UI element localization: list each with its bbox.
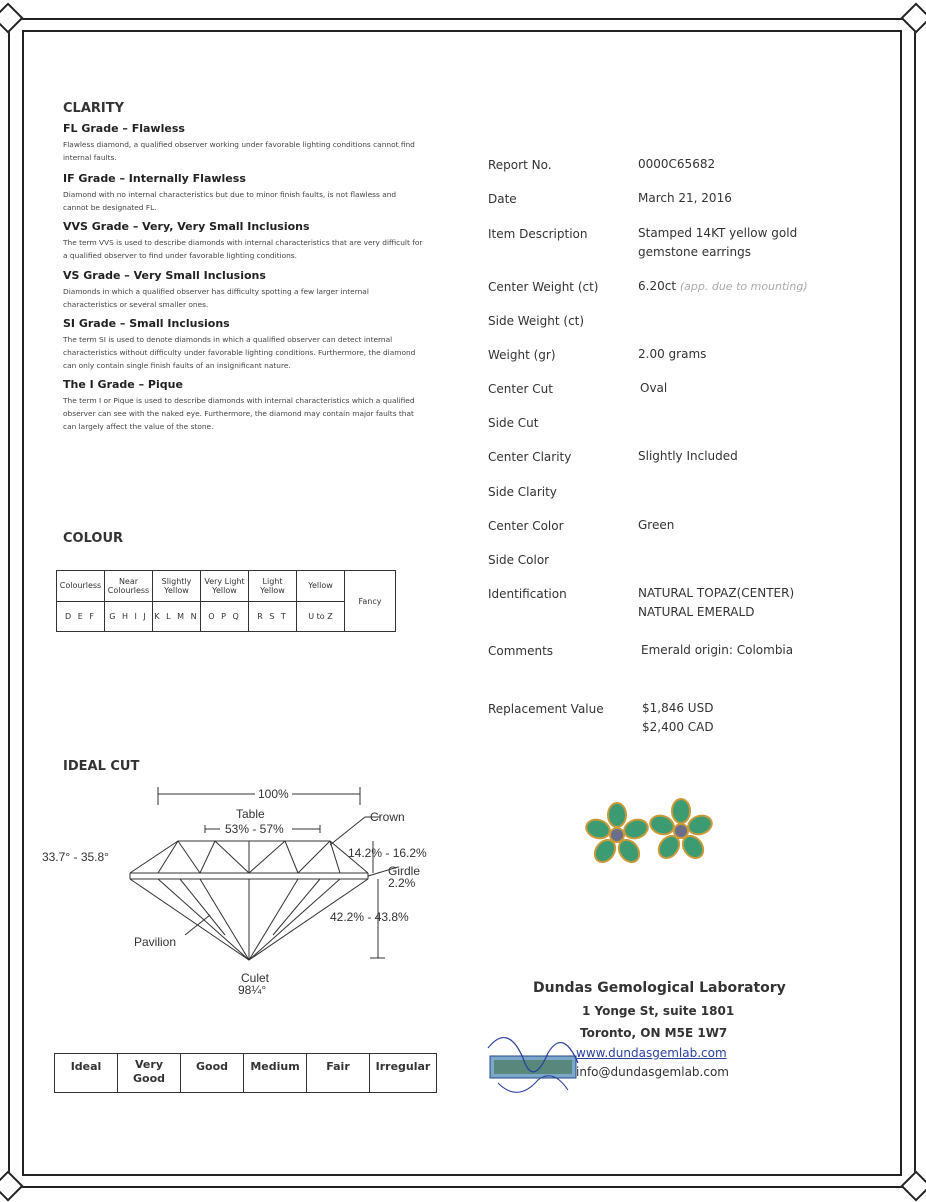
cut-grade: Very Good (118, 1054, 181, 1092)
field-label: Side Clarity (488, 485, 557, 499)
earring-left (584, 803, 650, 866)
colour-grade-letters: U to Z (297, 601, 345, 632)
colour-grade-letters: O P Q (201, 601, 249, 632)
colour-title: COLOUR (63, 531, 124, 546)
clarity-grade-i (63, 378, 433, 433)
table-range-label: 53% - 57% (225, 822, 284, 836)
diamond-cut-diagram (30, 775, 450, 995)
lab-email: info@dundasgemlab.com (576, 1065, 729, 1079)
lab-address-line: 1 Yonge St, suite 1801 (582, 1004, 735, 1018)
grade-heading: FL Grade – Flawless (63, 122, 185, 135)
field-label: Side Weight (ct) (488, 314, 585, 328)
replacement-value (642, 699, 842, 737)
clarity-grade-fl (63, 122, 433, 172)
lab-name: Dundas Gemological Laboratory (533, 980, 786, 996)
crown-angle-label: 33.7° - 35.8° (42, 850, 109, 864)
field-label: Comments (488, 644, 554, 658)
crown-height-label: 14.2% - 16.2% (348, 846, 427, 860)
cut-grade-scale (54, 1053, 437, 1093)
colour-grade-letters: K L M N (153, 601, 201, 632)
cut-grade: Ideal (55, 1054, 118, 1092)
replacement-cad: $2,400 CAD (642, 720, 714, 734)
grade-heading: The I Grade – Pique (63, 378, 183, 391)
earrings-photo (575, 795, 725, 875)
lab-address-line: Toronto, ON M5E 1W7 (580, 1026, 728, 1040)
center-weight-note: (app. due to mounting) (679, 280, 808, 293)
comments-value: Emerald origin: Colombia (641, 643, 794, 657)
field-label: Side Cut (488, 416, 539, 430)
grade-description: Diamond with no internal characteristics but due to minor finish faults, is not flawless and cannot be designated FL. (63, 190, 397, 212)
identification-line: NATURAL EMERALD (638, 605, 755, 619)
width-label: 100% (258, 787, 289, 801)
date-value: March 21, 2016 (638, 191, 732, 205)
field-label: Date (488, 192, 517, 206)
lab-website-link[interactable]: www.dundasgemlab.com (576, 1046, 727, 1060)
identification-value (638, 584, 838, 622)
cut-grade: Fair (307, 1054, 370, 1092)
colour-grade-letters: G H I J (105, 601, 153, 632)
cut-grade: Medium (244, 1054, 307, 1092)
colour-grade-name: Fancy (345, 571, 396, 632)
field-label: Center Color (488, 519, 564, 533)
grade-description: The term SI is used to denote diamonds in which a qualified observer can detect internal characteristics without difficulty under favorable lighting conditions. Furthermore, the diamond can only contain single finish faults of an insignificant nature. (63, 335, 416, 370)
earring-right (648, 799, 714, 862)
colour-grade-name: Colourless (57, 571, 105, 602)
report-number-value: 0000C65682 (638, 157, 716, 171)
colour-grade-letters: D E F (57, 601, 105, 632)
center-clarity-value: Slightly Included (638, 449, 738, 463)
pavilion-label: Pavilion (134, 935, 177, 949)
colour-grade-name: Yellow (297, 571, 345, 602)
field-label: Side Color (488, 553, 550, 567)
pavilion-depth-label: 42.2% - 43.8% (330, 910, 409, 924)
replacement-usd: $1,846 USD (642, 701, 714, 715)
field-label: Report No. (488, 158, 552, 172)
grade-heading: VS Grade – Very Small Inclusions (63, 269, 266, 282)
grade-heading: SI Grade – Small Inclusions (63, 317, 230, 330)
field-label: Replacement Value (488, 702, 604, 716)
colour-grade-name: Light Yellow (249, 571, 297, 602)
culet-label: Culet (241, 971, 270, 985)
clarity-grade-vs (63, 269, 433, 317)
clarity-section (63, 122, 433, 433)
center-weight-value (638, 277, 898, 296)
field-label: Center Clarity (488, 450, 572, 464)
field-label: Center Cut (488, 382, 553, 396)
center-cut-value: Oval (640, 381, 668, 395)
grade-heading: IF Grade – Internally Flawless (63, 172, 246, 185)
grade-description: The term VVS is used to describe diamonds with internal characteristics that are very difficult for a qualified observer to find under favorable lighting conditions. (63, 238, 423, 260)
colour-scale-table (56, 570, 396, 632)
girdle-value-label: 2.2% (388, 876, 416, 890)
field-label: Center Weight (ct) (488, 280, 599, 294)
lab-seal-image (478, 1028, 588, 1103)
identification-line: NATURAL TOPAZ(CENTER) (638, 586, 795, 600)
girdle-label: Girdle (388, 864, 421, 878)
clarity-title: CLARITY (63, 101, 125, 116)
center-color-value: Green (638, 518, 675, 532)
grade-heading: VVS Grade – Very, Very Small Inclusions (63, 220, 310, 233)
colour-grade-name: Very Light Yellow (201, 571, 249, 602)
weight-value: 2.00 grams (638, 347, 707, 361)
grade-description: Diamonds in which a qualified observer has difficulty spotting a few larger internal characteristics or several smaller ones. (63, 287, 369, 309)
item-description-value: Stamped 14KT yellow gold gemstone earrings (638, 226, 798, 259)
cut-grade: Irregular (375, 1060, 431, 1073)
colour-grade-name: Slightly Yellow (153, 571, 201, 602)
field-label: Identification (488, 587, 567, 601)
field-label: Item Description (488, 227, 588, 241)
ideal-cut-title: IDEAL CUT (63, 759, 140, 774)
clarity-grade-vvs (63, 220, 433, 269)
clarity-grade-si (63, 317, 433, 378)
cut-grade: Good (181, 1054, 244, 1092)
culet-value-label: 98¼° (238, 983, 267, 995)
colour-grade-name: Near Colourless (105, 571, 153, 602)
center-weight-amount: 6.20ct (638, 279, 677, 293)
table-label: Table (236, 807, 265, 821)
colour-grade-letters: R S T (249, 601, 297, 632)
crown-label: Crown (370, 810, 405, 824)
grade-description: Flawless diamond, a qualified observer working under favorable lighting conditions cannot find internal faults. (63, 140, 415, 162)
clarity-grade-if (63, 172, 433, 220)
grade-description: The term I or Pique is used to describe diamonds with internal characteristics which a qualified observer can see with the naked eye. Furthermore, the diamond may contain major faults that can largely affect the value of the stone. (63, 396, 415, 431)
field-label: Weight (gr) (488, 348, 556, 362)
